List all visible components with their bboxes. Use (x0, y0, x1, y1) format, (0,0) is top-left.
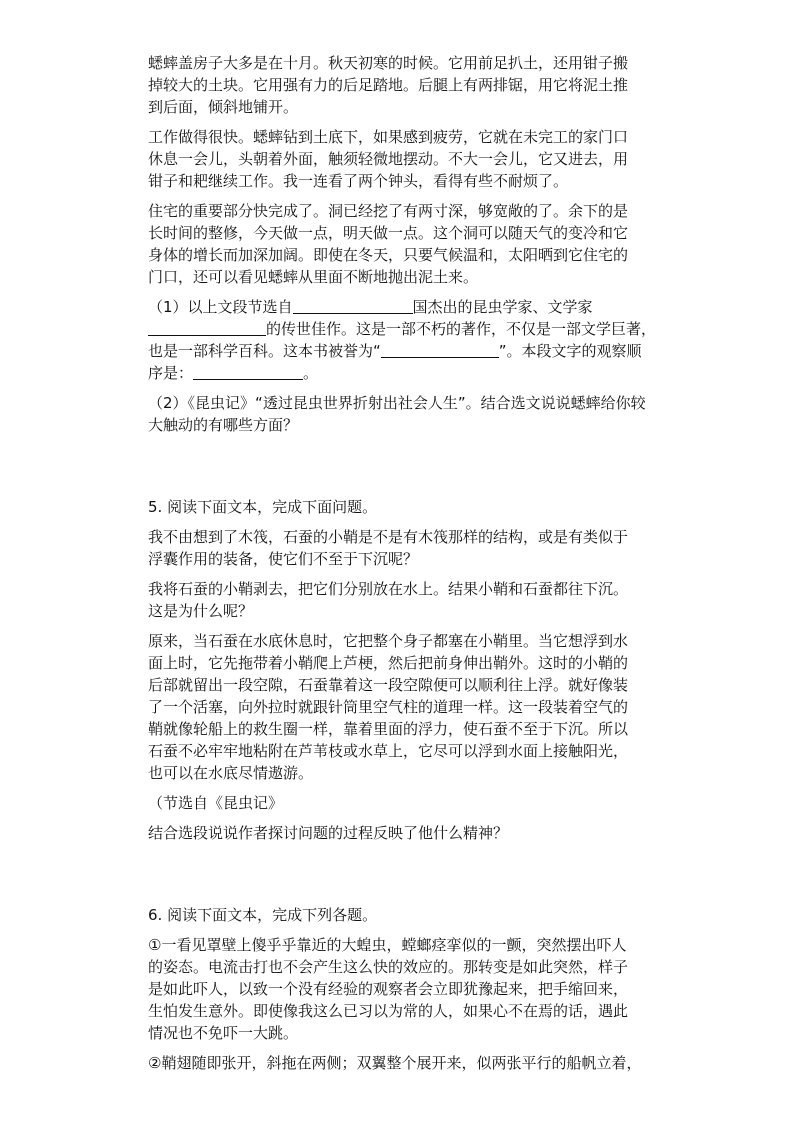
text-line: ②鞘翅随即张开，斜拖在两侧；双翼整个展开来，似两张平行的船帆立着， (148, 1054, 642, 1072)
document-page (148, 52, 693, 1082)
question-text: 也是一部科学百科。这本书被誉为“ (148, 342, 381, 360)
text-line: 住宅的重要部分快完成了。洞已经挖了有两寸深，够宽敞的了。余下的是 (148, 202, 629, 220)
text-line: 面上时，它先拖带着小鞘爬上芦梗，然后把前身伸出鞘外。这时的小鞘的 (148, 654, 629, 672)
text-line: 生怕发生意外。即使像我这么已习以为常的人，如果心不在焉的话，遇此 (148, 1002, 629, 1020)
text-line: 了一个活塞，向外拉时就跟针筒里空气柱的道理一样。这一段装着空气的 (148, 698, 629, 716)
passage4-paragraph-2 (148, 126, 693, 192)
text-line: 情况也不免吓一大跳。 (148, 1024, 299, 1042)
question-text: 的传世佳作。这是一部不朽的著作，不仅是一部文学巨著， (266, 320, 657, 338)
text-line: 我将石蚕的小鞘剥去，把它们分别放在水上。结果小鞘和石蚕都往下沉。 (148, 580, 629, 598)
text-line: 长时间的整修，今天做一点，明天做一点。这个洞可以随天气的变冷和它 (148, 224, 629, 242)
answer-blank[interactable] (381, 341, 499, 358)
question-2 (148, 392, 693, 436)
text-line: 鞘就像轮船上的救生圈一样，靠着里面的浮力，使石蚕不至于下沉。所以 (148, 720, 629, 738)
text-line: 门口，还可以看见蟋蟀从里面不断地抛出泥土来。 (148, 268, 479, 286)
passage4-paragraph-1 (148, 52, 693, 118)
text-line: 工作做得很快。蟋蟀钻到土底下，如果感到疲劳，它就在未完工的家门口 (148, 128, 629, 146)
question-6-heading: 6. 阅读下面文本，完成下列各题。 (148, 906, 378, 924)
answer-blank[interactable] (193, 363, 303, 380)
text-line: 身体的增长而加深加阔。即使在冬天，只要气候温和，太阳晒到它住宅的 (148, 246, 629, 264)
text-line: 大触动的有哪些方面？ (148, 416, 299, 434)
question-5-heading: 5. 阅读下面文本，完成下面问题。 (148, 498, 378, 516)
answer-space (148, 444, 693, 496)
text-line: ①一看见罩壁上傻乎乎靠近的大蝗虫，螳螂痉挛似的一颤，突然摆出吓人 (148, 936, 627, 954)
text-line: 是如此吓人，以致一个没有经验的观察者会立即犹豫起来，把手缩回来， (148, 980, 629, 998)
text-line: 也可以在水底尽情遨游。 (148, 764, 314, 782)
text-line: 的姿态。电流击打也不会产生这么快的效应的。那转变是如此突然，样子 (148, 958, 629, 976)
answer-space (148, 852, 693, 904)
text-line: 掉较大的土块。它用强有力的后足踏地。后腿上有两排锯，用它将泥土推 (148, 76, 629, 94)
text-line: 石蚕不必牢牢地粘附在芦苇枝或水草上，它尽可以浮到水面上接触阳光， (148, 742, 629, 760)
answer-blank[interactable] (148, 319, 266, 336)
text-line: （2）《昆虫记》“透过昆虫世界折射出社会人生”。结合选文说说蟋蟀给你较 (148, 394, 646, 412)
text-line: 钳子和耙继续工作。我一连看了两个钟头，看得有些不耐烦了。 (148, 172, 569, 190)
question-text: 序是： (148, 364, 194, 382)
text-line: 浮囊作用的装备，使它们不至于下沉呢？ (148, 550, 419, 568)
passage6-paragraph-1 (148, 934, 693, 1044)
text-line: 原来，当石蚕在水底休息时，它把整个身子都塞在小鞘里。当它想浮到水 (148, 632, 629, 650)
passage5-paragraph-2 (148, 578, 693, 622)
source-note: （节选自《昆虫记》 (148, 794, 284, 812)
question-text: 国杰出的昆虫学家、文学家 (412, 298, 593, 316)
passage6-paragraph-2 (148, 1052, 693, 1074)
passage5-paragraph-3 (148, 630, 693, 784)
text-line: 蟋蟀盖房子大多是在十月。秋天初寒的时候。它用前足扒土，还用钳子搬 (148, 54, 629, 72)
text-line: 到后面，倾斜地铺开。 (148, 98, 299, 116)
passage5-paragraph-1 (148, 526, 693, 570)
text-line: 休息一会儿，头朝着外面，触须轻微地摆动。不大一会儿，它又进去，用 (148, 150, 629, 168)
question-1 (148, 296, 693, 384)
answer-blank[interactable] (293, 297, 413, 314)
text-line: 这是为什么呢？ (148, 602, 254, 620)
text-line: 后部就留出一段空隙，石蚕靠着这一段空隙便可以顺利往上浮。就好像装 (148, 676, 629, 694)
question-text: （1）以上文段节选自 (148, 298, 293, 316)
text-line: 我不由想到了木筏，石蚕的小鞘是不是有木筏那样的结构，或是有类似于 (148, 528, 629, 546)
question-text: 。 (303, 364, 319, 382)
question-text: ”。本段文字的观察顺 (498, 342, 642, 360)
question-5: 结合选段说说作者探讨问题的过程反映了他什么精神？ (148, 824, 509, 842)
passage4-paragraph-3 (148, 200, 693, 288)
